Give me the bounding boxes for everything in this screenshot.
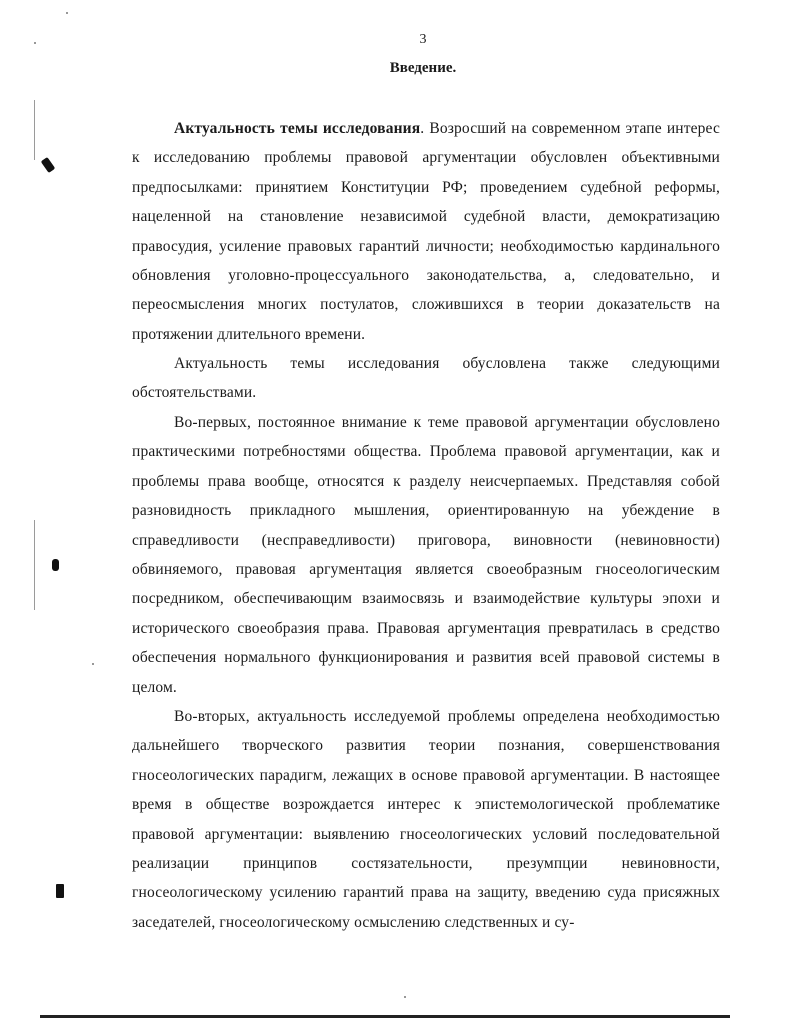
paragraph-first: Во-первых, постоянное внимание к теме правовой аргументации обусловлено практическими потребностями общества. Проблема правовой аргументации, как и проблемы права вообще, относятся к разделу неисчерпаемых. Представляя собой разновидность прикладного мышления, ориентированную на убеждение в справедливости (несправедливости) приговора, виновности (невиновности) обвиняемого, правовая аргументация является своеобразным гносеологическим посредником, обеспечивающим взаимосвязь и взаимодействие культуры эпохи и исторического своеобразия права. Правовая аргументация превратилась в средство обеспечения нормального функционирования и развития всей правовой системы в целом. <box>132 414 720 696</box>
page-number: 3 <box>419 32 427 47</box>
scan-mark <box>52 559 59 571</box>
scan-bottom-edge <box>40 1015 730 1018</box>
paragraph-bold-lead: Актуальность темы исследования <box>174 120 421 137</box>
scan-speck <box>92 663 94 665</box>
paragraph-text: . Возросший на современном этапе интерес к исследованию проблемы правовой аргументации обусловлен объективными предпосылками: принятием Конституции РФ; проведением судебной реформы, нацеленной на становление независимой судебной власти, демократизацию правосудия, усиление правовых гарантий личности; необходимостью кардинального обновления уголовно-процессуального законодательства, а, следовательно, и переосмысления многих постулатов, сложившихся в теории доказательств на протяжении длительного времени. <box>132 120 721 343</box>
scan-speck <box>66 12 68 14</box>
scan-edge-line <box>34 100 35 160</box>
scan-mark <box>41 157 56 173</box>
scan-speck <box>404 996 406 998</box>
scan-edge-line <box>34 520 35 610</box>
paragraph-circumstances: Актуальность темы исследования обусловлена также следующими обстоятельствами. <box>132 355 720 402</box>
section-heading: Введение. <box>389 60 457 76</box>
scan-mark <box>56 884 64 898</box>
paragraph-second: Во-вторых, актуальность исследуемой проблемы определена необходимостью дальнейшего творческого развития теории познания, совершенствования гносеологических парадигм, лежащих в основе правовой аргументации. В настоящее время в обществе возрождается интерес к эпистемологической проблематике правовой аргументации: выявлению гносеологических условий последовательной реализации принципов состязательности, презумпции невиновности, гносеологическому усилению гарантий права на защиту, введению суда присяжных заседателей, гносеологическому осмыслению следственных и су- <box>132 708 720 931</box>
paragraph-relevance <box>132 114 720 349</box>
